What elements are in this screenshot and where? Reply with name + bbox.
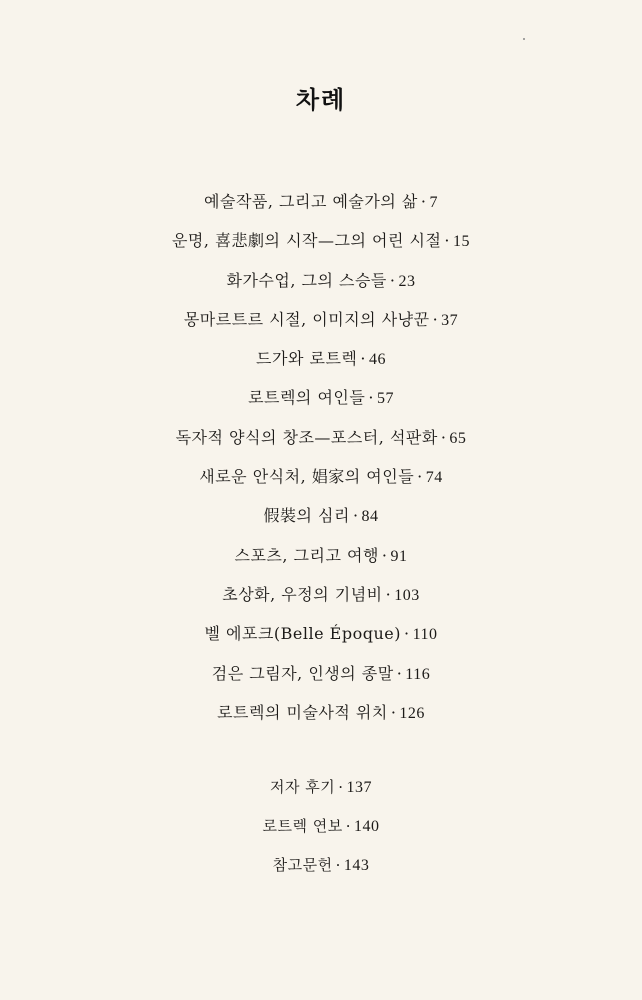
toc-entry-title: 몽마르트르 시절, 이미지의 사냥꾼 (183, 309, 430, 329)
appendix-page-number: 137 (346, 779, 372, 796)
toc-page-number: 126 (399, 704, 425, 722)
toc-separator: · (390, 702, 397, 722)
appendix-entry-title: 저자 후기 (269, 778, 336, 796)
appendix-entry[interactable] (0, 850, 642, 889)
toc-separator: · (389, 270, 396, 290)
toc-separator: · (403, 624, 410, 644)
toc-entry[interactable] (0, 305, 642, 344)
toc-page-number: 15 (453, 233, 471, 251)
toc-entry-title: 초상화, 우정의 기념비 (222, 584, 383, 604)
toc-entry[interactable] (0, 619, 642, 658)
toc-list (0, 187, 642, 737)
toc-entry[interactable] (0, 344, 642, 383)
toc-separator: · (417, 467, 423, 487)
toc-separator: · (420, 192, 427, 211)
toc-entry[interactable] (0, 383, 642, 422)
toc-page-number: 74 (425, 469, 443, 487)
toc-separator: · (440, 427, 447, 447)
toc-page-number: 65 (449, 429, 467, 447)
toc-entry-title: 검은 그림자, 인생의 종말 (211, 663, 394, 683)
toc-entry[interactable] (0, 501, 642, 540)
toc-page-number: 23 (398, 272, 416, 290)
appendix-separator: · (335, 856, 341, 874)
appendix-entry-title: 참고문헌 (272, 856, 333, 874)
toc-page-number: 37 (441, 311, 459, 329)
appendix-list (0, 772, 642, 889)
toc-entry[interactable] (0, 226, 642, 265)
appendix-entry[interactable] (0, 811, 642, 850)
appendix-separator: · (345, 817, 351, 835)
toc-entry-title: 로트렉의 여인들 (248, 388, 366, 408)
appendix-entry-title: 로트렉 연보 (262, 817, 343, 835)
toc-entry-title: 假裝의 심리 (263, 506, 350, 526)
toc-entry[interactable] (0, 266, 642, 305)
toc-entry-title: 화가수업, 그의 스승들 (226, 270, 387, 290)
toc-page-number: 84 (361, 508, 379, 526)
toc-entry-title: 새로운 안식처, 娼家의 여인들 (199, 467, 415, 487)
toc-page-number: 103 (394, 586, 420, 604)
toc-page-number: 7 (429, 194, 438, 211)
toc-entry-title: 예술작품, 그리고 예술가의 삶 (204, 192, 418, 211)
toc-separator: · (432, 309, 439, 329)
toc-entry[interactable] (0, 580, 642, 619)
paper-speck (523, 38, 525, 40)
toc-entry[interactable] (0, 659, 642, 698)
toc-entry-title: 로트렉의 미술사적 위치 (217, 702, 388, 722)
toc-entry[interactable] (0, 423, 642, 462)
toc-separator: · (381, 545, 388, 565)
toc-entry-title: 벨 에포크(Belle Époque) (204, 624, 401, 644)
toc-page-number: 46 (368, 351, 386, 369)
toc-entry-title: 스포츠, 그리고 여행 (234, 545, 379, 565)
appendix-separator: · (338, 778, 344, 796)
toc-page-number: 57 (376, 390, 394, 408)
toc-page-number: 116 (405, 665, 431, 683)
page-title: 차례 (295, 86, 347, 114)
toc-entry-title: 드가와 로트렉 (256, 349, 358, 369)
toc-entry[interactable] (0, 541, 642, 580)
toc-entry-title: 독자적 양식의 창조—포스터, 석판화 (175, 427, 438, 447)
toc-page-number: 91 (390, 547, 408, 565)
toc-entry[interactable] (0, 187, 642, 226)
toc-page-number: 110 (412, 626, 438, 644)
toc-entry[interactable] (0, 462, 642, 501)
toc-separator: · (352, 506, 359, 526)
appendix-page-number: 140 (354, 818, 380, 835)
toc-separator: · (360, 349, 366, 369)
toc-separator: · (444, 231, 451, 251)
appendix-entry[interactable] (0, 772, 642, 811)
toc-separator: · (385, 584, 392, 604)
appendix-page-number: 143 (343, 857, 370, 874)
toc-entry[interactable] (0, 698, 642, 737)
toc-entry-title: 운명, 喜悲劇의 시작—그의 어린 시절 (171, 231, 442, 251)
toc-separator: · (368, 388, 374, 408)
toc-separator: · (396, 663, 403, 683)
